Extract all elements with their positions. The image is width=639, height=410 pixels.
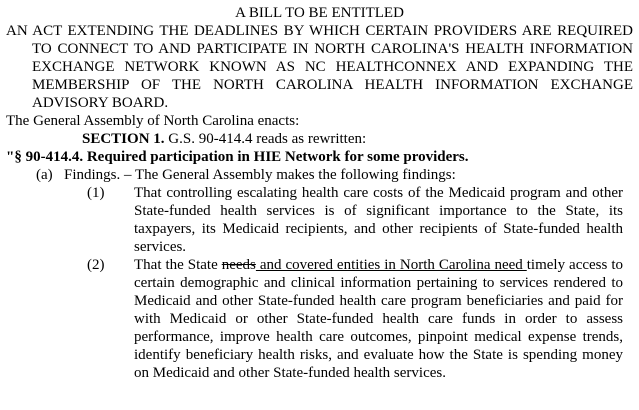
- finding-text-before: That the State: [134, 257, 222, 273]
- bill-title-text: AN ACT EXTENDING THE DEADLINES BY WHICH CERTAIN PROVIDERS ARE REQUIRED TO CONNECT TO AND PARTICIPATE IN NORTH CAROLINA'S HEALTH INFORMATION EXCHANGE NETWORK KNOWN AS NC HEALTHCONNEX AND EXPANDING THE MEMBERSHIP OF THE NORTH CAROLINA HEALTH INFORMATION EXCHANGE ADVISORY BOARD.: [6, 23, 633, 111]
- finding-number: (2): [87, 257, 105, 273]
- subsection-text: Findings. – The General Assembly makes the following findings:: [64, 167, 456, 183]
- subsection-a: [6, 166, 633, 184]
- finding-number: (1): [87, 185, 105, 201]
- finding-item: [6, 184, 633, 256]
- section-text: G.S. 90-414.4 reads as rewritten:: [164, 131, 367, 147]
- finding-text: That controlling escalating health care costs of the Medicaid program and other State-funded health services is of significant importance to the State, its taxpayers, its Medicaid recipients, and other recipients of State-funded health services.: [134, 185, 623, 255]
- inserted-text: and covered entities in North Carolina need: [255, 257, 527, 273]
- deleted-text: needs: [221, 257, 256, 273]
- section-line: [6, 130, 633, 148]
- subsection-label: (a): [36, 167, 53, 183]
- finding-text: [134, 256, 633, 382]
- statute-heading: "§ 90-414.4. Required participation in HIE Network for some providers.: [6, 149, 469, 165]
- bill-title: [6, 22, 633, 112]
- finding-text-after: timely access to certain demographic and clinical information pertaining to services rendered to Medicaid and other State-funded health care program beneficiaries and paid for with Medicaid or other State-funded health care funds in order to assess performance, improve health care outcomes, pinpoint medical expense trends, identify beneficiary health risks, and evaluate how the State is spending money on Medicaid and other State-funded health services.: [134, 257, 623, 381]
- enacting-clause: The General Assembly of North Carolina enacts:: [6, 113, 300, 129]
- finding-item: [6, 256, 633, 382]
- bill-header: A BILL TO BE ENTITLED: [235, 5, 404, 21]
- section-label: SECTION 1.: [82, 131, 165, 147]
